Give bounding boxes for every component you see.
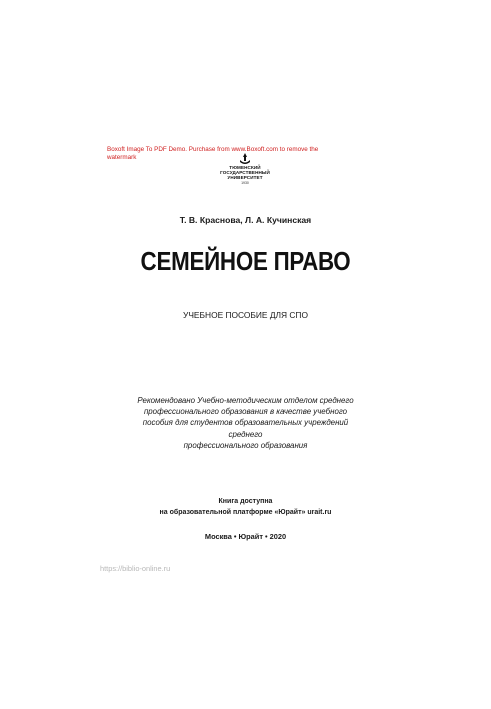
logo-year: 1930	[241, 180, 249, 185]
publisher-imprint: Москва • Юрайт • 2020	[204, 532, 287, 541]
watermark-line-1: Boxoft Image To PDF Demo. Purchase from www.Boxoft.com to remove the	[107, 146, 319, 153]
recommendation-line: профессионального образования	[183, 440, 308, 450]
recommendation-line: Рекомендовано Учебно-методическим отделом среднего	[137, 396, 354, 405]
watermark-line-2: watermark	[107, 154, 137, 161]
recommendation-line: профессионального образования в качестве учебного	[143, 407, 348, 417]
book-authors: Т. В. Краснова, Л. А. Кучинская	[179, 215, 312, 225]
logo-line-2: УНИВЕРСИТЕТ	[227, 175, 263, 181]
book-title: СЕМЕЙНОЕ ПРАВО	[140, 246, 351, 276]
platform-availability	[0, 497, 491, 518]
recommendation-text	[130, 395, 361, 451]
university-emblem-icon	[238, 153, 252, 165]
availability-line-2: на образовательной платформе «Юрайт» urait.ru	[159, 508, 332, 516]
source-url: https://biblio-online.ru	[100, 564, 171, 573]
recommendation-line: пособия для студентов образовательных учреждений среднего	[142, 418, 349, 439]
book-subtitle: УЧЕБНОЕ ПОСОБИЕ ДЛЯ СПО	[183, 310, 308, 320]
availability-line-1: Книга доступна	[218, 498, 273, 505]
logo-line-1: ТЮМЕНСКИЙ ГОСУДАРСТВЕННЫЙ	[220, 165, 270, 176]
university-logo	[205, 153, 285, 185]
